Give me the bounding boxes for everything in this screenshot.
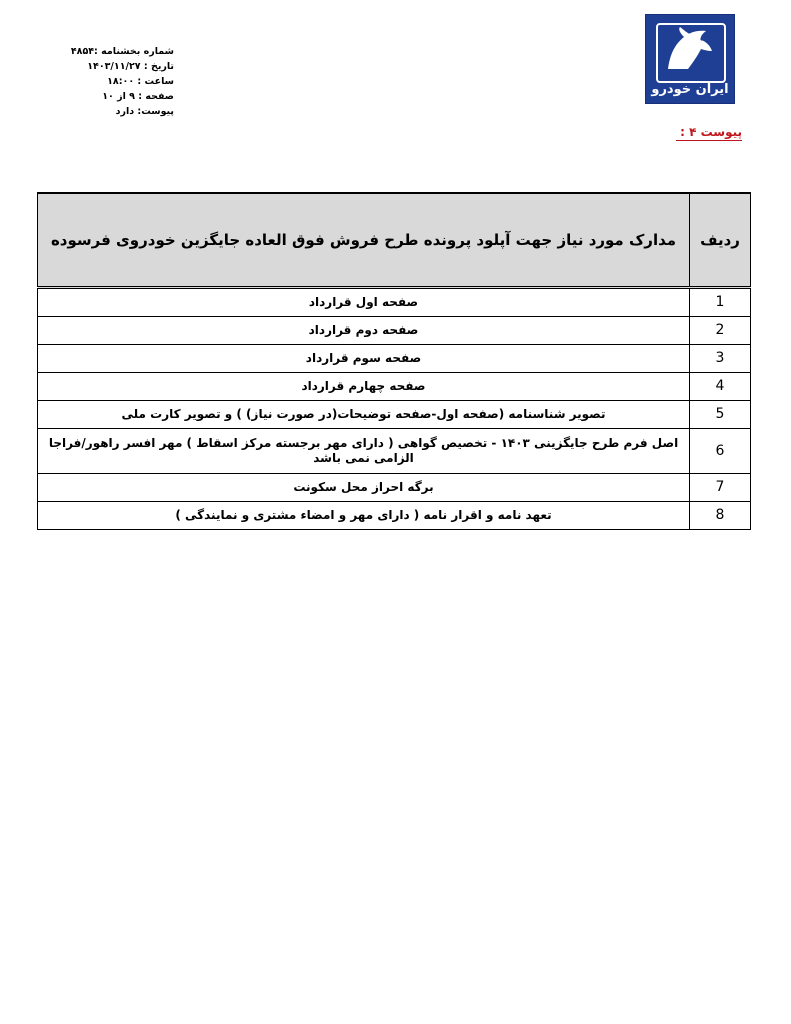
- logo-wordmark: ایران خودرو: [651, 82, 729, 97]
- table-row: [38, 429, 751, 474]
- company-logo: [645, 14, 735, 104]
- required-documents-table: [37, 192, 751, 530]
- document-description: تصویر شناسنامه (صفحه اول-صفحه توضیحات(در صورت نیاز) ) و تصویر کارت ملی: [38, 401, 690, 429]
- circular-metadata: [64, 44, 174, 119]
- row-number: 6: [690, 429, 751, 474]
- column-header-documents: مدارک مورد نیاز جهت آپلود پرونده طرح فروش فوق العاده جایگزین خودروی فرسوده: [38, 193, 690, 288]
- row-number: 4: [690, 373, 751, 401]
- row-number: 2: [690, 317, 751, 345]
- row-number: 5: [690, 401, 751, 429]
- document-description: صفحه چهارم قرارداد: [38, 373, 690, 401]
- column-header-row-number: ردیف: [690, 193, 751, 288]
- row-number: 1: [690, 288, 751, 317]
- row-number: 3: [690, 345, 751, 373]
- letter-number: شماره بخشنامه :۴۸۵۴: [70, 46, 174, 57]
- row-number: 7: [690, 474, 751, 502]
- document-description: صفحه اول قرارداد: [38, 288, 690, 317]
- table-row: [38, 345, 751, 373]
- attachment-status: پیوست: دارد: [115, 106, 174, 117]
- page-number: صفحه : ۹ از ۱۰: [102, 91, 174, 102]
- row-number: 8: [690, 502, 751, 530]
- table-header-row: [38, 193, 751, 288]
- document-description: صفحه دوم قرارداد: [38, 317, 690, 345]
- document-description: اصل فرم طرح جایگزینی ۱۴۰۳ - تخصیص گواهی ( دارای مهر برجسته مرکز اسقاط ) مهر افسر راهور/فراجا الزامی نمی باشد: [38, 429, 690, 474]
- table-row: [38, 317, 751, 345]
- document-description: تعهد نامه و اقرار نامه ( دارای مهر و امضاء مشتری و نمایندگی ): [38, 502, 690, 530]
- table-row: [38, 373, 751, 401]
- table-row: [38, 502, 751, 530]
- document-description: برگه احراز محل سکونت: [38, 474, 690, 502]
- table-row: [38, 474, 751, 502]
- horse-head-icon: [660, 25, 720, 73]
- document-description: صفحه سوم قرارداد: [38, 345, 690, 373]
- letter-time: ساعت : ۱۸:۰۰: [107, 76, 174, 87]
- table-row: [38, 401, 751, 429]
- annex-label: پیوست ۴ :: [676, 125, 742, 141]
- letter-date: تاریخ : ۱۴۰۳/۱۱/۲۷: [87, 61, 174, 72]
- table-row: [38, 288, 751, 317]
